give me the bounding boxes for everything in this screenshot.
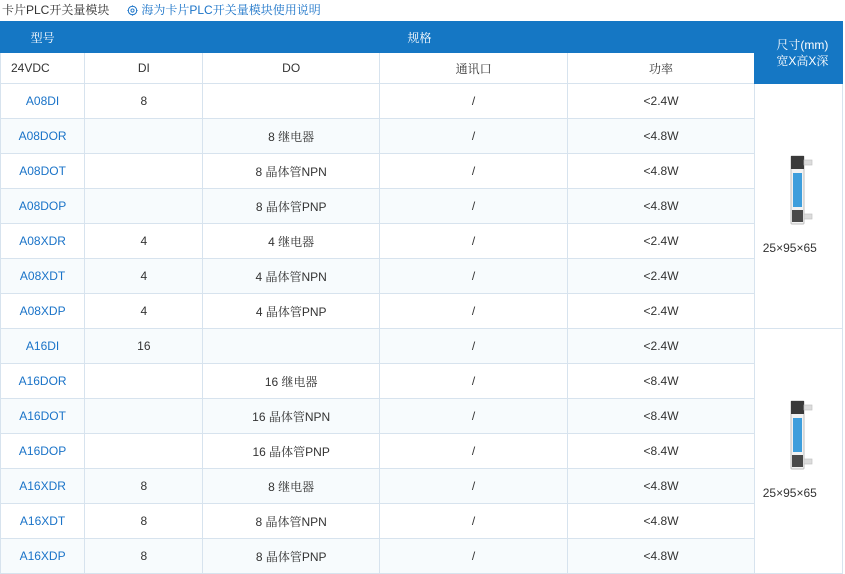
cell-comm: /	[379, 84, 567, 119]
subheader-comm: 通讯口	[379, 53, 567, 84]
header-model-group: 型号	[1, 22, 85, 53]
cell-di: 8	[85, 539, 203, 574]
cell-power: <8.4W	[568, 399, 754, 434]
cell-comm: /	[379, 329, 567, 364]
table-row	[1, 539, 843, 574]
cell-model: A16DOR	[1, 364, 85, 399]
cell-model: A16XDT	[1, 504, 85, 539]
cell-do: 8 晶体管PNP	[203, 539, 379, 574]
table-row	[1, 119, 843, 154]
cell-comm: /	[379, 259, 567, 294]
cell-dimension	[754, 329, 842, 574]
table-row	[1, 294, 843, 329]
cell-di	[85, 364, 203, 399]
cell-dimension	[754, 84, 842, 329]
cell-di: 8	[85, 469, 203, 504]
header-spec-group: 规格	[85, 22, 755, 53]
cell-do: 16 晶体管NPN	[203, 399, 379, 434]
cell-power: <4.8W	[568, 189, 754, 224]
dimension-value: 25×95×65	[762, 240, 817, 255]
table-row	[1, 399, 843, 434]
cell-comm: /	[379, 119, 567, 154]
cell-di	[85, 434, 203, 469]
cell-comm: /	[379, 294, 567, 329]
cell-power: <4.8W	[568, 469, 754, 504]
cell-power: <4.8W	[568, 154, 754, 189]
table-row	[1, 259, 843, 294]
dimension-value: 25×95×65	[762, 485, 817, 500]
table-row	[1, 154, 843, 189]
cell-do: 4 晶体管PNP	[203, 294, 379, 329]
header-dimension-line2: 宽X高X深	[776, 53, 829, 68]
doc-link-wrap[interactable]	[127, 1, 320, 18]
cell-power: <4.8W	[568, 119, 754, 154]
doc-link[interactable]: 海为卡片PLC开关量模块使用说明	[141, 2, 321, 17]
cell-power: <4.8W	[568, 504, 754, 539]
cell-comm: /	[379, 399, 567, 434]
table-header-row	[1, 22, 843, 53]
header-dimension-line1: 尺寸(mm)	[776, 37, 829, 52]
cell-comm: /	[379, 154, 567, 189]
cell-di	[85, 154, 203, 189]
spec-table	[0, 21, 843, 574]
cell-model: A08DI	[1, 84, 85, 119]
cell-power: <2.4W	[568, 84, 754, 119]
cell-di: 8	[85, 504, 203, 539]
cell-power: <2.4W	[568, 259, 754, 294]
cell-do: 8 晶体管PNP	[203, 189, 379, 224]
cell-do: 4 继电器	[203, 224, 379, 259]
cell-do: 4 晶体管NPN	[203, 259, 379, 294]
header-dimension-group	[754, 22, 842, 84]
cell-comm: /	[379, 364, 567, 399]
cell-power: <8.4W	[568, 364, 754, 399]
page-title: 卡片PLC开关量模块	[2, 2, 110, 17]
cell-di: 4	[85, 259, 203, 294]
table-row	[1, 224, 843, 259]
plc-module-photo-icon	[779, 152, 825, 231]
cell-di: 16	[85, 329, 203, 364]
cell-comm: /	[379, 539, 567, 574]
cell-comm: /	[379, 504, 567, 539]
subheader-power: 功率	[568, 53, 754, 84]
cell-di	[85, 119, 203, 154]
cell-di: 8	[85, 84, 203, 119]
cell-model: A16XDR	[1, 469, 85, 504]
cell-do: 8 晶体管NPN	[203, 154, 379, 189]
cell-comm: /	[379, 434, 567, 469]
table-subheader-row	[1, 53, 843, 84]
cell-power: <2.4W	[568, 329, 754, 364]
cell-model: A16DI	[1, 329, 85, 364]
cell-comm: /	[379, 224, 567, 259]
plc-module-photo-icon	[779, 397, 825, 476]
cell-do: 16 继电器	[203, 364, 379, 399]
cell-do: 8 晶体管NPN	[203, 504, 379, 539]
topbar	[0, 0, 845, 18]
cell-model: A08XDR	[1, 224, 85, 259]
cell-power: <2.4W	[568, 224, 754, 259]
cell-do: 8 继电器	[203, 469, 379, 504]
subheader-do: DO	[203, 53, 379, 84]
cell-do	[203, 84, 379, 119]
cell-model: A16DOP	[1, 434, 85, 469]
table-row	[1, 329, 843, 364]
cell-comm: /	[379, 189, 567, 224]
cell-di	[85, 399, 203, 434]
gear-icon	[127, 5, 138, 16]
table-row	[1, 504, 843, 539]
subheader-voltage: 24VDC	[1, 53, 85, 84]
table-row	[1, 469, 843, 504]
table-row	[1, 84, 843, 119]
cell-do: 16 晶体管PNP	[203, 434, 379, 469]
subheader-di: DI	[85, 53, 203, 84]
cell-model: A08DOT	[1, 154, 85, 189]
table-row	[1, 189, 843, 224]
cell-model: A08DOP	[1, 189, 85, 224]
cell-model: A08DOR	[1, 119, 85, 154]
cell-model: A08XDP	[1, 294, 85, 329]
cell-model: A16XDP	[1, 539, 85, 574]
cell-model: A08XDT	[1, 259, 85, 294]
cell-power: <8.4W	[568, 434, 754, 469]
cell-do	[203, 329, 379, 364]
cell-di	[85, 189, 203, 224]
cell-do: 8 继电器	[203, 119, 379, 154]
cell-model: A16DOT	[1, 399, 85, 434]
table-row	[1, 364, 843, 399]
table-row	[1, 434, 843, 469]
cell-di: 4	[85, 294, 203, 329]
cell-power: <4.8W	[568, 539, 754, 574]
cell-di: 4	[85, 224, 203, 259]
cell-power: <2.4W	[568, 294, 754, 329]
cell-comm: /	[379, 469, 567, 504]
